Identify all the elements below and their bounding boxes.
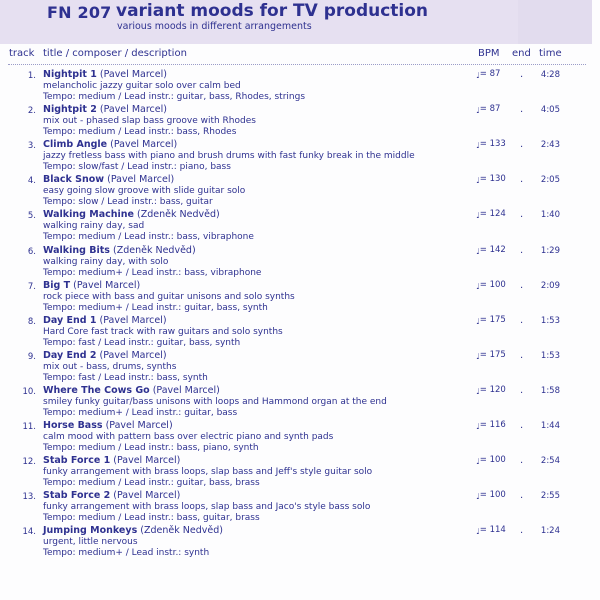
quarter-note-icon: ♩: [476, 386, 480, 396]
track-bpm: [476, 280, 506, 290]
quarter-note-icon: ♩: [476, 457, 480, 467]
track-title-line: [43, 490, 180, 501]
track-row: [0, 315, 600, 350]
track-row: [0, 350, 600, 385]
track-time: 2:09: [540, 280, 560, 291]
track-bpm: [476, 209, 506, 219]
track-row: [0, 525, 600, 560]
track-bpm-value: = 100: [479, 455, 506, 466]
quarter-note-icon: ♩: [476, 351, 480, 361]
track-title-line: [43, 139, 177, 150]
track-title: Walking Bits: [43, 244, 110, 256]
track-title: Nightpit 2: [43, 104, 97, 116]
track-time: 2:05: [540, 175, 560, 186]
column-header-description: title / composer / description: [43, 48, 187, 59]
track-composer: (Pavel Marcel): [99, 314, 167, 326]
track-time: 2:55: [540, 491, 560, 502]
track-number: 14.: [22, 527, 36, 538]
track-bpm: [476, 490, 506, 500]
track-title-line: [43, 104, 167, 115]
track-end-mark: .: [520, 349, 524, 361]
track-title: Day End 1: [43, 314, 97, 326]
track-time: 4:05: [540, 105, 560, 116]
column-header-bpm: BPM: [478, 48, 500, 59]
track-time: 1:44: [540, 421, 560, 431]
track-time: 1:58: [540, 385, 560, 396]
track-time: 1:24: [540, 526, 560, 537]
track-tempo: Tempo: medium / Lead instr.: bass, vibraphone: [43, 232, 254, 243]
track-composer: (Pavel Marcel): [107, 174, 175, 186]
track-bpm-value: = 175: [479, 349, 506, 360]
track-composer: (Pavel Marcel): [152, 384, 220, 396]
track-row: [0, 385, 600, 420]
track-title: Nightpit 1: [43, 69, 97, 80]
track-composer: (Pavel Marcel): [99, 69, 167, 80]
track-tempo: Tempo: medium / Lead instr.: guitar, bass, Rhodes, strings: [43, 92, 306, 102]
track-tempo: Tempo: slow/fast / Lead instr.: piano, bass: [43, 162, 231, 173]
track-row: [0, 490, 600, 525]
track-tempo: Tempo: medium+ / Lead instr.: synth: [43, 548, 210, 559]
header-banner-accent: [518, 0, 592, 44]
track-number: 3.: [27, 141, 36, 152]
track-bpm-value: = 120: [479, 384, 506, 395]
track-bpm: [476, 174, 506, 184]
track-tempo: Tempo: medium+ / Lead instr.: guitar, bass, synth: [43, 302, 268, 313]
track-tempo: Tempo: medium / Lead instr.: guitar, bass, brass: [43, 478, 260, 489]
track-bpm: [476, 104, 500, 114]
track-description: calm mood with pattern bass over electric piano and synth pads: [43, 432, 334, 442]
track-description: mix out - bass, drums, synths: [43, 361, 177, 372]
quarter-note-icon: ♩: [476, 422, 480, 431]
track-title: Black Snow: [43, 174, 105, 186]
track-tempo: Tempo: medium+ / Lead instr.: bass, vibraphone: [43, 267, 262, 278]
track-number: 10.: [22, 386, 36, 397]
track-bpm-value: = 116: [479, 420, 506, 430]
track-description: Hard Core fast track with raw guitars and solo synths: [43, 326, 283, 337]
catalog-number: FN 207: [47, 3, 112, 22]
track-title-line: [43, 455, 180, 466]
track-bpm-value: = 100: [479, 490, 506, 501]
track-bpm-value: = 100: [479, 279, 506, 290]
track-title: Where The Cows Go: [43, 384, 150, 396]
column-header-time: time: [539, 48, 562, 59]
track-title: Walking Machine: [43, 209, 134, 221]
track-end-mark: .: [520, 314, 524, 326]
track-title-line: [43, 209, 220, 220]
track-description: walking rainy day, with solo: [43, 256, 169, 267]
track-description: urgent, little nervous: [43, 537, 138, 548]
track-bpm: [476, 315, 506, 325]
track-time: 1:29: [540, 245, 560, 256]
track-end-mark: .: [520, 244, 524, 256]
quarter-note-icon: ♩: [476, 141, 480, 151]
track-row: [0, 420, 600, 455]
track-number: 2.: [27, 106, 36, 117]
track-title-line: [43, 350, 167, 361]
album-subtitle: various moods in different arrangements: [117, 21, 312, 32]
track-time: 1:40: [540, 210, 560, 221]
track-end-mark: .: [520, 279, 524, 291]
track-composer: (Zdeněk Nedvěd): [137, 209, 220, 221]
track-composer: (Zdeněk Nedvěd): [112, 244, 196, 256]
album-title: variant moods for TV production: [116, 1, 429, 21]
track-description: easy going slow groove with slide guitar solo: [43, 186, 246, 197]
track-row: [0, 280, 600, 315]
quarter-note-icon: ♩: [476, 527, 480, 537]
track-row: [0, 174, 600, 209]
track-end-mark: .: [520, 455, 524, 467]
track-tempo: Tempo: fast / Lead instr.: guitar, bass, synth: [43, 337, 241, 348]
track-row: [0, 245, 600, 280]
track-description: walking rainy day, sad: [43, 221, 145, 232]
track-bpm-value: = 114: [479, 525, 506, 536]
quarter-note-icon: ♩: [476, 492, 480, 502]
track-bpm: [476, 139, 506, 149]
track-title-line: [43, 385, 220, 396]
column-header-end: end: [512, 48, 531, 59]
track-end-mark: .: [520, 104, 524, 116]
track-description: melancholic jazzy guitar solo over calm bed: [43, 81, 241, 91]
track-composer: (Pavel Marcel): [73, 279, 141, 291]
track-row: [0, 209, 600, 244]
track-number: 1.: [27, 71, 36, 81]
track-bpm-value: = 130: [479, 174, 506, 185]
track-title: Day End 2: [43, 349, 97, 361]
quarter-note-icon: ♩: [476, 246, 480, 256]
track-number: 6.: [27, 246, 36, 257]
track-title: Horse Bass: [43, 420, 103, 431]
track-end-mark: .: [520, 490, 524, 502]
track-title-line: [43, 525, 223, 536]
track-number: 4.: [27, 176, 36, 187]
track-number: 11.: [22, 422, 36, 432]
track-number: 13.: [22, 492, 36, 503]
track-composer: (Pavel Marcel): [99, 349, 167, 361]
track-number: 12.: [22, 457, 36, 468]
track-composer: (Pavel Marcel): [105, 420, 173, 431]
track-tempo: Tempo: medium / Lead instr.: bass, guitar, brass: [43, 513, 260, 524]
track-number: 5.: [27, 211, 36, 222]
track-end-mark: .: [520, 420, 524, 431]
track-title-line: [43, 420, 173, 431]
track-bpm: [476, 420, 506, 430]
quarter-note-icon: ♩: [476, 316, 480, 326]
track-composer: (Pavel Marcel): [113, 455, 181, 467]
track-end-mark: .: [520, 174, 524, 186]
quarter-note-icon: ♩: [476, 281, 480, 291]
track-description: funky arrangement with brass loops, slap bass and Jaco's style bass solo: [43, 502, 371, 513]
track-row: [0, 139, 600, 174]
track-tempo: Tempo: medium+ / Lead instr.: guitar, bass: [43, 407, 238, 418]
track-bpm-value: = 87: [479, 104, 501, 115]
quarter-note-icon: ♩: [476, 176, 480, 186]
track-description: smiley funky guitar/bass unisons with loops and Hammond organ at the end: [43, 396, 387, 407]
track-time: 1:53: [540, 315, 560, 326]
track-description: funky arrangement with brass loops, slap bass and Jeff's style guitar solo: [43, 467, 373, 478]
track-title: Stab Force 2: [43, 490, 111, 502]
track-bpm: [476, 350, 506, 360]
track-bpm: [476, 69, 500, 79]
track-description: rock piece with bass and guitar unisons and solo synths: [43, 291, 295, 302]
track-bpm: [476, 525, 506, 535]
track-end-mark: .: [520, 525, 524, 537]
track-time: 1:53: [540, 350, 560, 361]
track-bpm: [476, 455, 506, 465]
track-description: jazzy fretless bass with piano and brush drums with fast funky break in the middle: [43, 151, 415, 162]
track-title-line: [43, 280, 140, 291]
track-time: 2:43: [540, 140, 560, 151]
track-tempo: Tempo: fast / Lead instr.: bass, synth: [43, 372, 208, 383]
track-bpm-value: = 87: [479, 69, 501, 79]
track-end-mark: .: [520, 69, 524, 80]
track-bpm-value: = 133: [479, 139, 506, 150]
column-header-track: track: [9, 48, 35, 59]
track-composer: (Pavel Marcel): [99, 104, 167, 116]
track-end-mark: .: [520, 384, 524, 396]
track-title-line: [43, 69, 167, 80]
track-number: 8.: [27, 316, 36, 327]
track-title-line: [43, 174, 174, 185]
track-row: [0, 455, 600, 490]
track-time: 2:54: [540, 456, 560, 467]
track-end-mark: .: [520, 209, 524, 221]
track-row: [0, 69, 600, 104]
track-row: [0, 104, 600, 139]
track-tempo: Tempo: medium / Lead instr.: bass, piano, synth: [43, 443, 259, 453]
track-tempo: Tempo: slow / Lead instr.: bass, guitar: [43, 197, 213, 208]
track-number: 9.: [27, 351, 36, 362]
track-number: 7.: [27, 281, 36, 292]
track-title: Jumping Monkeys: [43, 525, 138, 537]
header-divider: [8, 64, 586, 65]
track-bpm-value: = 124: [479, 209, 506, 220]
track-title-line: [43, 315, 167, 326]
track-bpm: [476, 245, 506, 255]
quarter-note-icon: ♩: [476, 71, 480, 80]
track-bpm: [476, 385, 506, 395]
track-time: 4:28: [540, 70, 560, 80]
track-title-line: [43, 245, 196, 256]
quarter-note-icon: ♩: [476, 211, 480, 221]
track-bpm-value: = 175: [479, 314, 506, 325]
track-tempo: Tempo: medium / Lead instr.: bass, Rhodes: [43, 127, 237, 138]
quarter-note-icon: ♩: [476, 106, 480, 116]
track-title: Big T: [43, 279, 71, 291]
track-composer: (Pavel Marcel): [110, 139, 178, 151]
track-composer: (Zdeněk Nedvěd): [140, 525, 223, 537]
track-title: Stab Force 1: [43, 455, 111, 467]
track-bpm-value: = 142: [479, 244, 506, 255]
track-description: mix out - phased slap bass groove with Rhodes: [43, 116, 256, 127]
track-title: Climb Angle: [43, 139, 108, 151]
track-composer: (Pavel Marcel): [113, 490, 181, 502]
track-end-mark: .: [520, 139, 524, 151]
